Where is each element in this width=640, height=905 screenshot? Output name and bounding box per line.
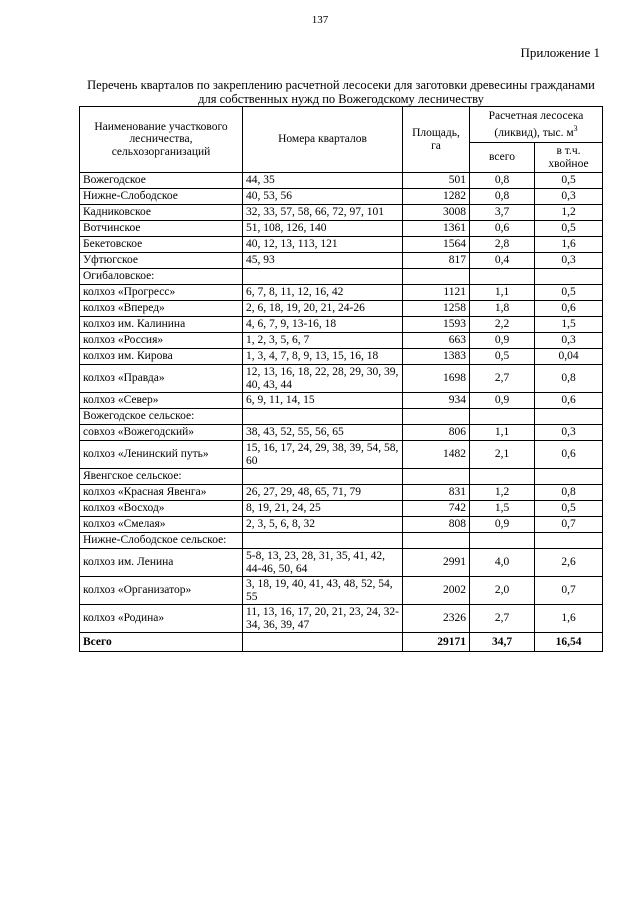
cell-conifer <box>535 469 603 485</box>
cell-total: 0,9 <box>470 517 535 533</box>
cell-name: Нижне-Слободское сельское: <box>80 533 243 549</box>
cell-area: 808 <box>403 517 470 533</box>
cell-quarters: 8, 19, 21, 24, 25 <box>243 501 403 517</box>
cell-area <box>403 533 470 549</box>
header-conifer: в т.ч. хвойное <box>535 143 603 173</box>
cell-name: колхоз им. Калинина <box>80 317 243 333</box>
table-row <box>80 549 603 577</box>
cell-area: 1258 <box>403 301 470 317</box>
cell-quarters: 26, 27, 29, 48, 65, 71, 79 <box>243 485 403 501</box>
table-body <box>80 173 603 652</box>
cell-name: колхоз «Смелая» <box>80 517 243 533</box>
cell-name: Нижне-Слободское <box>80 189 243 205</box>
cell-total: 0,8 <box>470 189 535 205</box>
cell-total: 2,1 <box>470 441 535 469</box>
totals-total: 34,7 <box>470 633 535 652</box>
cell-total: 1,2 <box>470 485 535 501</box>
cell-conifer <box>535 409 603 425</box>
cell-quarters: 6, 9, 11, 14, 15 <box>243 393 403 409</box>
cell-conifer: 0,5 <box>535 285 603 301</box>
cell-conifer: 0,3 <box>535 425 603 441</box>
cell-name: колхоз «Север» <box>80 393 243 409</box>
table-row <box>80 485 603 501</box>
cell-conifer: 0,7 <box>535 577 603 605</box>
table-row <box>80 301 603 317</box>
totals-area: 29171 <box>403 633 470 652</box>
document-title <box>78 78 604 106</box>
cell-total <box>470 469 535 485</box>
totals-name: Всего <box>80 633 243 652</box>
cell-area: 663 <box>403 333 470 349</box>
cell-conifer: 0,8 <box>535 485 603 501</box>
cell-quarters: 1, 2, 3, 5, 6, 7 <box>243 333 403 349</box>
table-row <box>80 333 603 349</box>
cell-total <box>470 533 535 549</box>
cell-name: колхоз им. Кирова <box>80 349 243 365</box>
cell-area: 1282 <box>403 189 470 205</box>
table-row <box>80 173 603 189</box>
cell-area <box>403 409 470 425</box>
cell-name: совхоз «Вожегодский» <box>80 425 243 441</box>
cell-quarters: 40, 12, 13, 113, 121 <box>243 237 403 253</box>
cell-area: 1121 <box>403 285 470 301</box>
cell-conifer: 1,2 <box>535 205 603 221</box>
cell-area: 1593 <box>403 317 470 333</box>
cell-conifer <box>535 533 603 549</box>
cell-conifer: 2,6 <box>535 549 603 577</box>
cell-area: 2326 <box>403 605 470 633</box>
cell-conifer: 0,04 <box>535 349 603 365</box>
cell-conifer: 0,5 <box>535 173 603 189</box>
cell-total: 0,9 <box>470 333 535 349</box>
cell-conifer: 0,6 <box>535 441 603 469</box>
cell-area <box>403 469 470 485</box>
cell-conifer: 0,5 <box>535 501 603 517</box>
cell-name: колхоз «Вперед» <box>80 301 243 317</box>
cell-area: 831 <box>403 485 470 501</box>
cell-quarters <box>243 409 403 425</box>
cell-quarters: 40, 53, 56 <box>243 189 403 205</box>
cell-quarters: 38, 43, 52, 55, 56, 65 <box>243 425 403 441</box>
cell-total: 0,6 <box>470 221 535 237</box>
table-row <box>80 317 603 333</box>
cell-quarters: 11, 13, 16, 17, 20, 21, 23, 24, 32-34, 36, 39, 47 <box>243 605 403 633</box>
table-row <box>80 349 603 365</box>
table-row <box>80 237 603 253</box>
cell-quarters <box>243 269 403 285</box>
totals-quarters <box>243 633 403 652</box>
cell-name: Явенгское сельское: <box>80 469 243 485</box>
cell-name: Вожегодское сельское: <box>80 409 243 425</box>
totals-conifer: 16,54 <box>535 633 603 652</box>
cell-area: 3008 <box>403 205 470 221</box>
cell-total <box>470 409 535 425</box>
cell-area <box>403 269 470 285</box>
table-row <box>80 605 603 633</box>
table-row <box>80 441 603 469</box>
table-row <box>80 393 603 409</box>
table-row <box>80 501 603 517</box>
header-cut <box>470 107 603 143</box>
cell-quarters <box>243 533 403 549</box>
cell-name: Вожегодское <box>80 173 243 189</box>
cell-name: колхоз «Россия» <box>80 333 243 349</box>
totals-row <box>80 633 603 652</box>
quarters-table <box>79 106 603 652</box>
cell-total: 0,8 <box>470 173 535 189</box>
header-cut-text: Расчетная лесосека (ликвид), тыс. м <box>488 110 584 139</box>
cell-total: 1,1 <box>470 425 535 441</box>
cell-quarters: 45, 93 <box>243 253 403 269</box>
title-line-2: для собственных нужд по Вожегодскому лесничеству <box>198 92 484 106</box>
header-quarters: Номера кварталов <box>243 107 403 173</box>
cell-quarters: 44, 35 <box>243 173 403 189</box>
cell-quarters: 51, 108, 126, 140 <box>243 221 403 237</box>
cell-total: 1,8 <box>470 301 535 317</box>
table-row <box>80 269 603 285</box>
table-row <box>80 425 603 441</box>
cell-area: 2991 <box>403 549 470 577</box>
cell-quarters: 4, 6, 7, 9, 13-16, 18 <box>243 317 403 333</box>
cell-quarters: 6, 7, 8, 11, 12, 16, 42 <box>243 285 403 301</box>
cell-area: 742 <box>403 501 470 517</box>
cell-area: 1361 <box>403 221 470 237</box>
cell-total: 2,2 <box>470 317 535 333</box>
table-row <box>80 409 603 425</box>
appendix-label: Приложение 1 <box>520 45 600 60</box>
cell-name: колхоз «Восход» <box>80 501 243 517</box>
page-number: 137 <box>311 14 329 26</box>
cell-total: 3,7 <box>470 205 535 221</box>
cell-total: 2,8 <box>470 237 535 253</box>
cell-name: Вотчинское <box>80 221 243 237</box>
cell-total: 2,0 <box>470 577 535 605</box>
table-row <box>80 517 603 533</box>
cell-conifer: 0,5 <box>535 221 603 237</box>
cell-conifer: 0,3 <box>535 253 603 269</box>
cell-name: колхоз «Прогресс» <box>80 285 243 301</box>
cell-quarters: 3, 18, 19, 40, 41, 43, 48, 52, 54, 55 <box>243 577 403 605</box>
cell-area: 934 <box>403 393 470 409</box>
cell-conifer: 1,6 <box>535 237 603 253</box>
cell-area: 806 <box>403 425 470 441</box>
cell-conifer: 1,6 <box>535 605 603 633</box>
cell-area: 1564 <box>403 237 470 253</box>
title-line-1: Перечень кварталов по закреплению расчетной лесосеки для заготовки древесины гражданами <box>87 78 595 92</box>
cell-area: 1698 <box>403 365 470 393</box>
cell-name: колхоз «Организатор» <box>80 577 243 605</box>
cell-area: 1383 <box>403 349 470 365</box>
cell-area: 1482 <box>403 441 470 469</box>
header-total: всего <box>470 143 535 173</box>
cell-total: 0,9 <box>470 393 535 409</box>
cell-total: 0,5 <box>470 349 535 365</box>
cell-total: 1,1 <box>470 285 535 301</box>
cell-quarters: 2, 6, 18, 19, 20, 21, 24-26 <box>243 301 403 317</box>
table-row <box>80 221 603 237</box>
cell-area: 2002 <box>403 577 470 605</box>
cell-total: 4,0 <box>470 549 535 577</box>
table-row <box>80 189 603 205</box>
cell-name: колхоз «Правда» <box>80 365 243 393</box>
cell-quarters: 2, 3, 5, 6, 8, 32 <box>243 517 403 533</box>
cell-name: Бекетовское <box>80 237 243 253</box>
cell-conifer: 0,6 <box>535 301 603 317</box>
cell-conifer: 0,3 <box>535 189 603 205</box>
cell-name: Огибаловское: <box>80 269 243 285</box>
table-row <box>80 253 603 269</box>
table-row <box>80 205 603 221</box>
cell-conifer: 1,5 <box>535 317 603 333</box>
cell-conifer <box>535 269 603 285</box>
cell-name: колхоз «Красная Явенга» <box>80 485 243 501</box>
cell-quarters: 15, 16, 17, 24, 29, 38, 39, 54, 58, 60 <box>243 441 403 469</box>
cell-total <box>470 269 535 285</box>
cell-conifer: 0,3 <box>535 333 603 349</box>
cell-name: Уфтюгское <box>80 253 243 269</box>
cell-name: колхоз им. Ленина <box>80 549 243 577</box>
cell-area: 501 <box>403 173 470 189</box>
cell-quarters: 5-8, 13, 23, 28, 31, 35, 41, 42, 44-46, 50, 64 <box>243 549 403 577</box>
cell-name: колхоз «Ленинский путь» <box>80 441 243 469</box>
cell-total: 0,4 <box>470 253 535 269</box>
header-area: Площадь, га <box>403 107 470 173</box>
cell-conifer: 0,8 <box>535 365 603 393</box>
cell-total: 1,5 <box>470 501 535 517</box>
cell-name: колхоз «Родина» <box>80 605 243 633</box>
table-row <box>80 285 603 301</box>
cell-total: 2,7 <box>470 605 535 633</box>
table-row <box>80 469 603 485</box>
cell-conifer: 0,6 <box>535 393 603 409</box>
table-row <box>80 577 603 605</box>
cell-quarters: 12, 13, 16, 18, 22, 28, 29, 30, 39, 40, 43, 44 <box>243 365 403 393</box>
cell-name: Кадниковское <box>80 205 243 221</box>
table-row <box>80 365 603 393</box>
table-row <box>80 533 603 549</box>
cell-quarters: 32, 33, 57, 58, 66, 72, 97, 101 <box>243 205 403 221</box>
header-cut-sup: 3 <box>573 123 578 133</box>
cell-conifer: 0,7 <box>535 517 603 533</box>
header-name: Наименование участкового лесничества, сельхозорганизаций <box>80 107 243 173</box>
cell-quarters <box>243 469 403 485</box>
cell-total: 2,7 <box>470 365 535 393</box>
cell-quarters: 1, 3, 4, 7, 8, 9, 13, 15, 16, 18 <box>243 349 403 365</box>
cell-area: 817 <box>403 253 470 269</box>
